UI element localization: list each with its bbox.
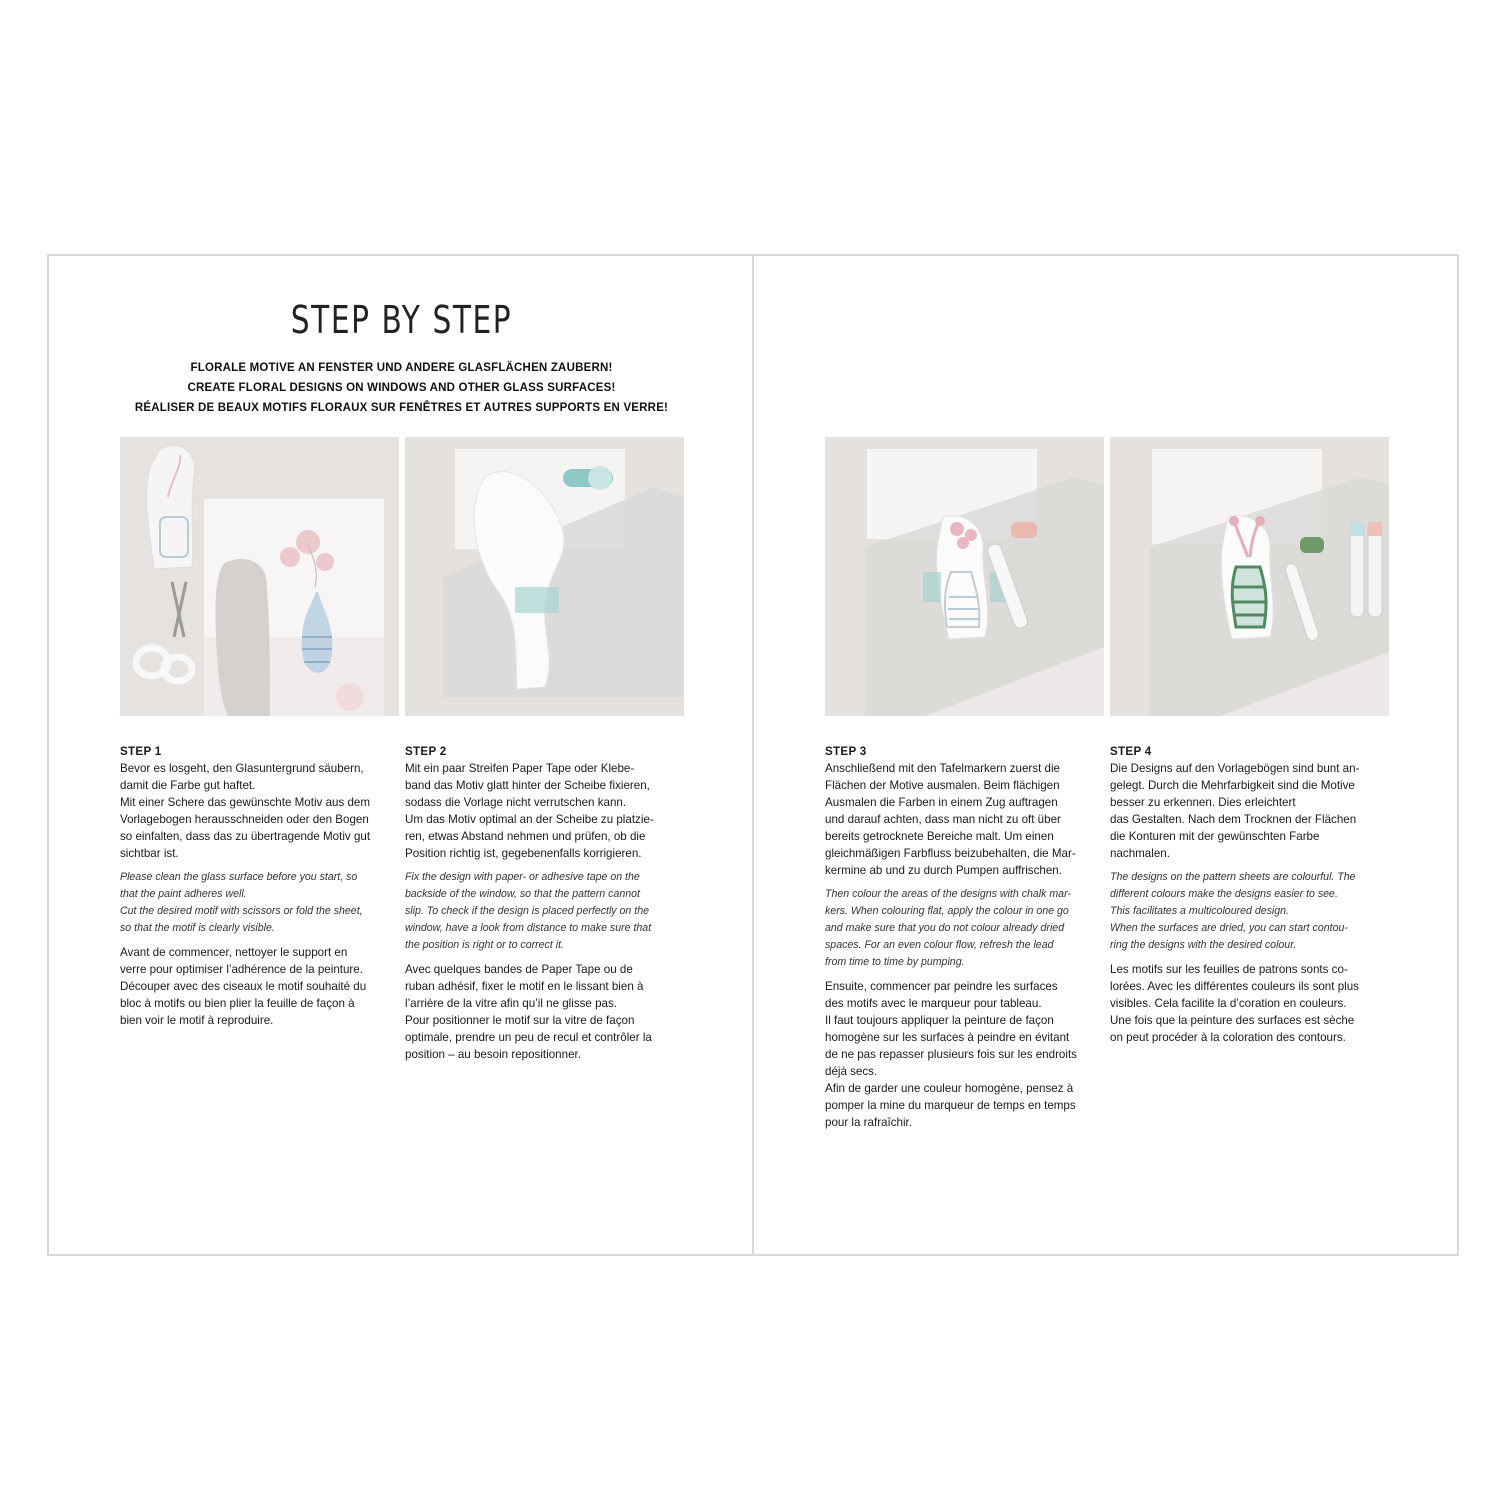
- step-2-heading: STEP 2: [405, 745, 447, 758]
- step-1-german: Bevor es losgeht, den Glasuntergrund säubern, damit die Farbe gut haftet. Mit einer Schere das gewünschte Motiv aus dem Vorlagebogen herausschneiden oder den Bogen so einfalten, dass das zu übertragende Motiv gut sichtbar ist.: [120, 762, 371, 860]
- step-4-heading: STEP 4: [1110, 745, 1152, 758]
- step-2-german: Mit ein paar Streifen Paper Tape oder Klebe- band das Motiv glatt hinter der Scheibe fixieren, sodass die Vorlage nicht verrutschen kann. Um das Motiv optimal an der Scheibe zu platzie- ren, etwas Abstand nehmen und prüfen, ob die Position richtig ist, gegebenenfalls korrigieren.: [405, 762, 654, 860]
- step-2-english: Fix the design with paper- or adhesive tape on the backside of the window, so that the pattern cannot slip. To check if the design is placed perfectly on the window, have a look from distance to make sure that the position is right or to correct it.: [405, 871, 652, 951]
- step-4-english: The designs on the pattern sheets are colourful. The different colours make the designs easier to see. This facilitates a multicoloured design. When the surfaces are dried, you can start contou- ring the designs with the desired colour.: [1110, 871, 1356, 951]
- subtitle-de: FLORALE MOTIVE AN FENSTER UND ANDERE GLASFLÄCHEN ZAUBERN!: [190, 362, 613, 374]
- step-4-french: Les motifs sur les feuilles de patrons sonts co- lorées. Avec les différentes couleurs ils sont plus visibles. Cela facilite la d’coration en couleurs. Une fois que la peinture des surfaces est sèche on peut procéder à la coloration des contours.: [1110, 963, 1359, 1044]
- step-4-text: [1110, 743, 1385, 1046]
- step-3-photo: [825, 437, 1104, 716]
- step-3-heading: STEP 3: [825, 745, 867, 758]
- step-4-german: Die Designs auf den Vorlagebögen sind bunt an- gelegt. Durch die Mehrfarbigkeit sind die Motive besser zu erkennen. Dies erleichtert das Gestalten. Nach dem Trocknen der Flächen die Konturen mit der gewünschten Farbe nachmalen.: [1110, 762, 1360, 860]
- step-2-photo: [405, 437, 684, 716]
- page-title: STEP BY STEP: [290, 298, 513, 342]
- step-3-german: Anschließend mit den Tafelmarkern zuerst die Flächen der Motive ausmalen. Beim flächigen Ausmalen die Farben in einem Zug auftragen und darauf achten, dass man nicht zu oft über bereits getrocknete Bereiche malt. Um einen gleichmäßigen Farbfluss beizubehalten, die Mar- kermine ab und zu durch Pumpen auffrischen.: [825, 762, 1076, 877]
- step-3-text: [825, 743, 1100, 1131]
- step-3-french: Ensuite, commencer par peindre les surfaces des motifs avec le marqueur pour tableau. Il faut toujours appliquer la peinture de façon homogène sur les surfaces à peindre en évitant de ne pas repasser plusieurs fois sur les endroits déjà secs. Afin de garder une couleur homogène, pensez à pomper la mine du marqueur de temps en temps pour la rafraîchir.: [825, 980, 1077, 1129]
- subtitle-en: CREATE FLORAL DESIGNS ON WINDOWS AND OTHER GLASS SURFACES!: [187, 382, 616, 394]
- step-2-french: Avec quelques bandes de Paper Tape ou de ruban adhésif, fixer le motif en le lissant bien à l’arrière de la vitre afin qu’il ne glisse pas. Pour positionner le motif sur la vitre de façon optimale, prendre un peu de recul et contrôler la position – au besoin repositionner.: [405, 963, 652, 1061]
- step-1-text: [120, 743, 395, 1029]
- step-2-text: [405, 743, 680, 1063]
- step-1-french: Avant de commencer, nettoyer le support en verre pour optimiser l’adhérence de la peinture. Découper avec des ciseaux le motif souhaité du bloc à motifs ou bien plier la feuille de façon à bien voir le motif à reproduire.: [120, 946, 367, 1027]
- step-1-heading: STEP 1: [120, 745, 162, 758]
- subtitle-fr: RÉALISER DE BEAUX MOTIFS FLORAUX SUR FENÊTRES ET AUTRES SUPPORTS EN VERRE!: [134, 402, 669, 414]
- step-1-photo: [120, 437, 399, 716]
- page-gutter: [752, 254, 754, 1256]
- step-3-english: Then colour the areas of the designs with chalk mar- kers. When colouring flat, apply the colour in one go and make sure that you do not colour already dried spaces. For an even colour flow, refresh the lead from time to time by pumping.: [825, 888, 1071, 968]
- step-1-english: Please clean the glass surface before you start, so that the paint adheres well. Cut the desired motif with scissors or fold the sheet, so that the motif is clearly visible.: [120, 871, 363, 934]
- step-4-photo: [1110, 437, 1389, 716]
